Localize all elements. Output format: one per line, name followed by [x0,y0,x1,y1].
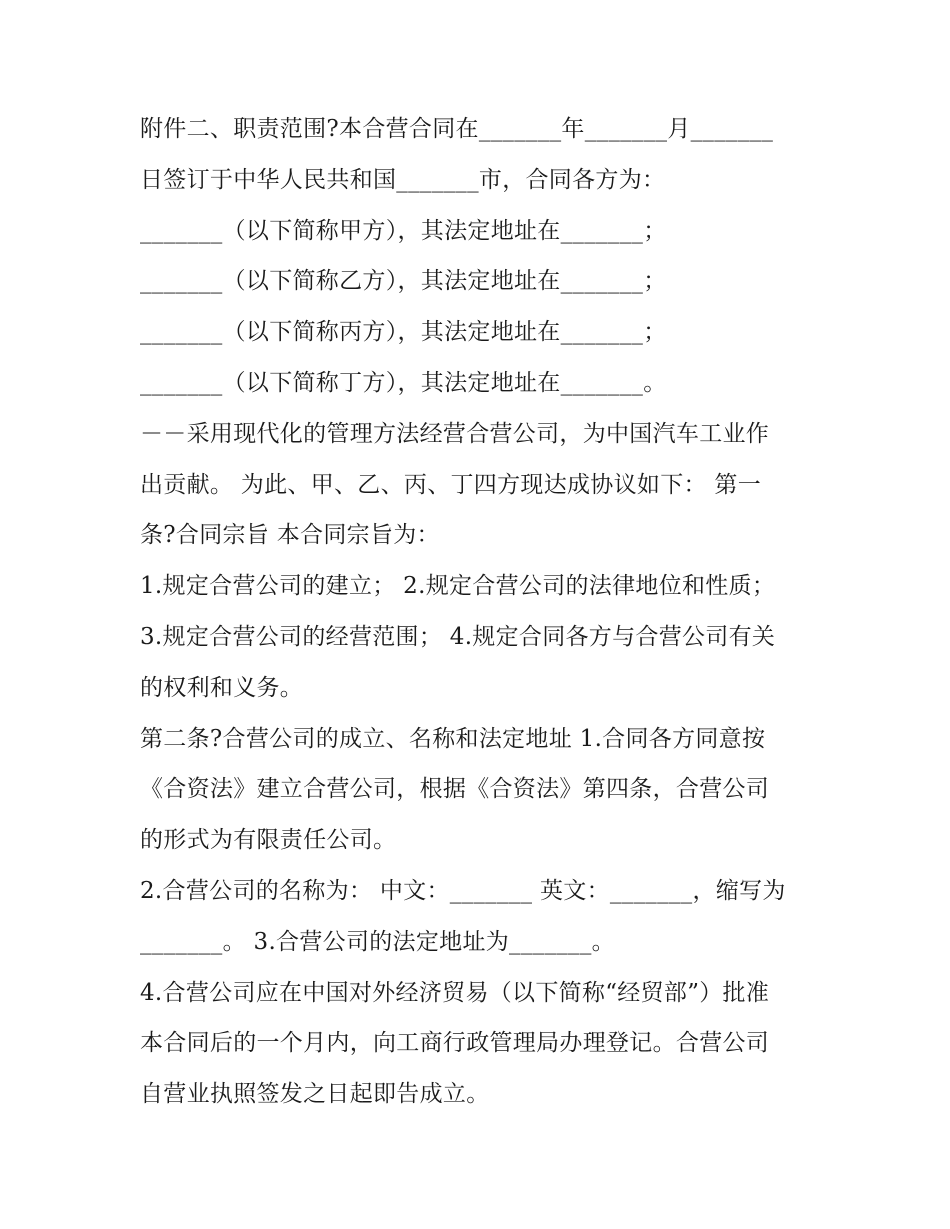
text-line-1: 附件二、职责范围?本合营合同在_______年_______月_______ [140,116,774,142]
text-line-12: 的权利和义务。 [140,674,304,701]
text-line-16: 2.合营公司的名称为： 中文：_______ 英文：_______，缩写为 [140,877,786,904]
text-line-10: 1.规定合营公司的建立； 2.规定合营公司的法律地位和性质； [140,573,776,600]
text-line-20: 自营业执照签发之日起即告成立。 [140,1081,490,1108]
text-line-6: _______（以下简称丁方），其法定地址在_______。 [140,369,667,396]
text-line-5: _______（以下简称丙方），其法定地址在_______； [140,319,667,346]
text-line-17: _______。 3.合营公司的法定地址为_______。 [140,928,615,955]
text-line-3: _______（以下简称甲方），其法定地址在_______； [140,217,667,244]
text-line-13: 第二条?合营公司的成立、名称和法定地址 1.合同各方同意按 [140,725,766,752]
text-line-8: 出贡献。 为此、甲、乙、丙、丁四方现达成协议如下： 第一 [140,471,762,498]
text-line-7: －－采用现代化的管理方法经营合营公司，为中国汽车工业作 [140,420,770,447]
text-line-18: 4.合营公司应在中国对外经济贸易（以下简称“经贸部”）批准 [140,979,770,1006]
text-line-15: 的形式为有限责任公司。 [140,827,397,854]
text-line-4: _______（以下简称乙方），其法定地址在_______； [140,268,667,295]
text-line-11: 3.规定合营公司的经营范围； 4.规定合同各方与合营公司有关 [140,623,776,650]
text-line-9: 条?合同宗旨 本合同宗旨为： [140,522,440,549]
document-body [140,104,820,1120]
text-line-2: 日签订于中华人民共和国_______市，合同各方为： [140,166,666,193]
text-line-14: 《合资法》建立合营公司，根据《合资法》第四条，合营公司 [140,776,770,803]
text-line-19: 本合同后的一个月内，向工商行政管理局办理登记。合营公司 [140,1030,770,1057]
